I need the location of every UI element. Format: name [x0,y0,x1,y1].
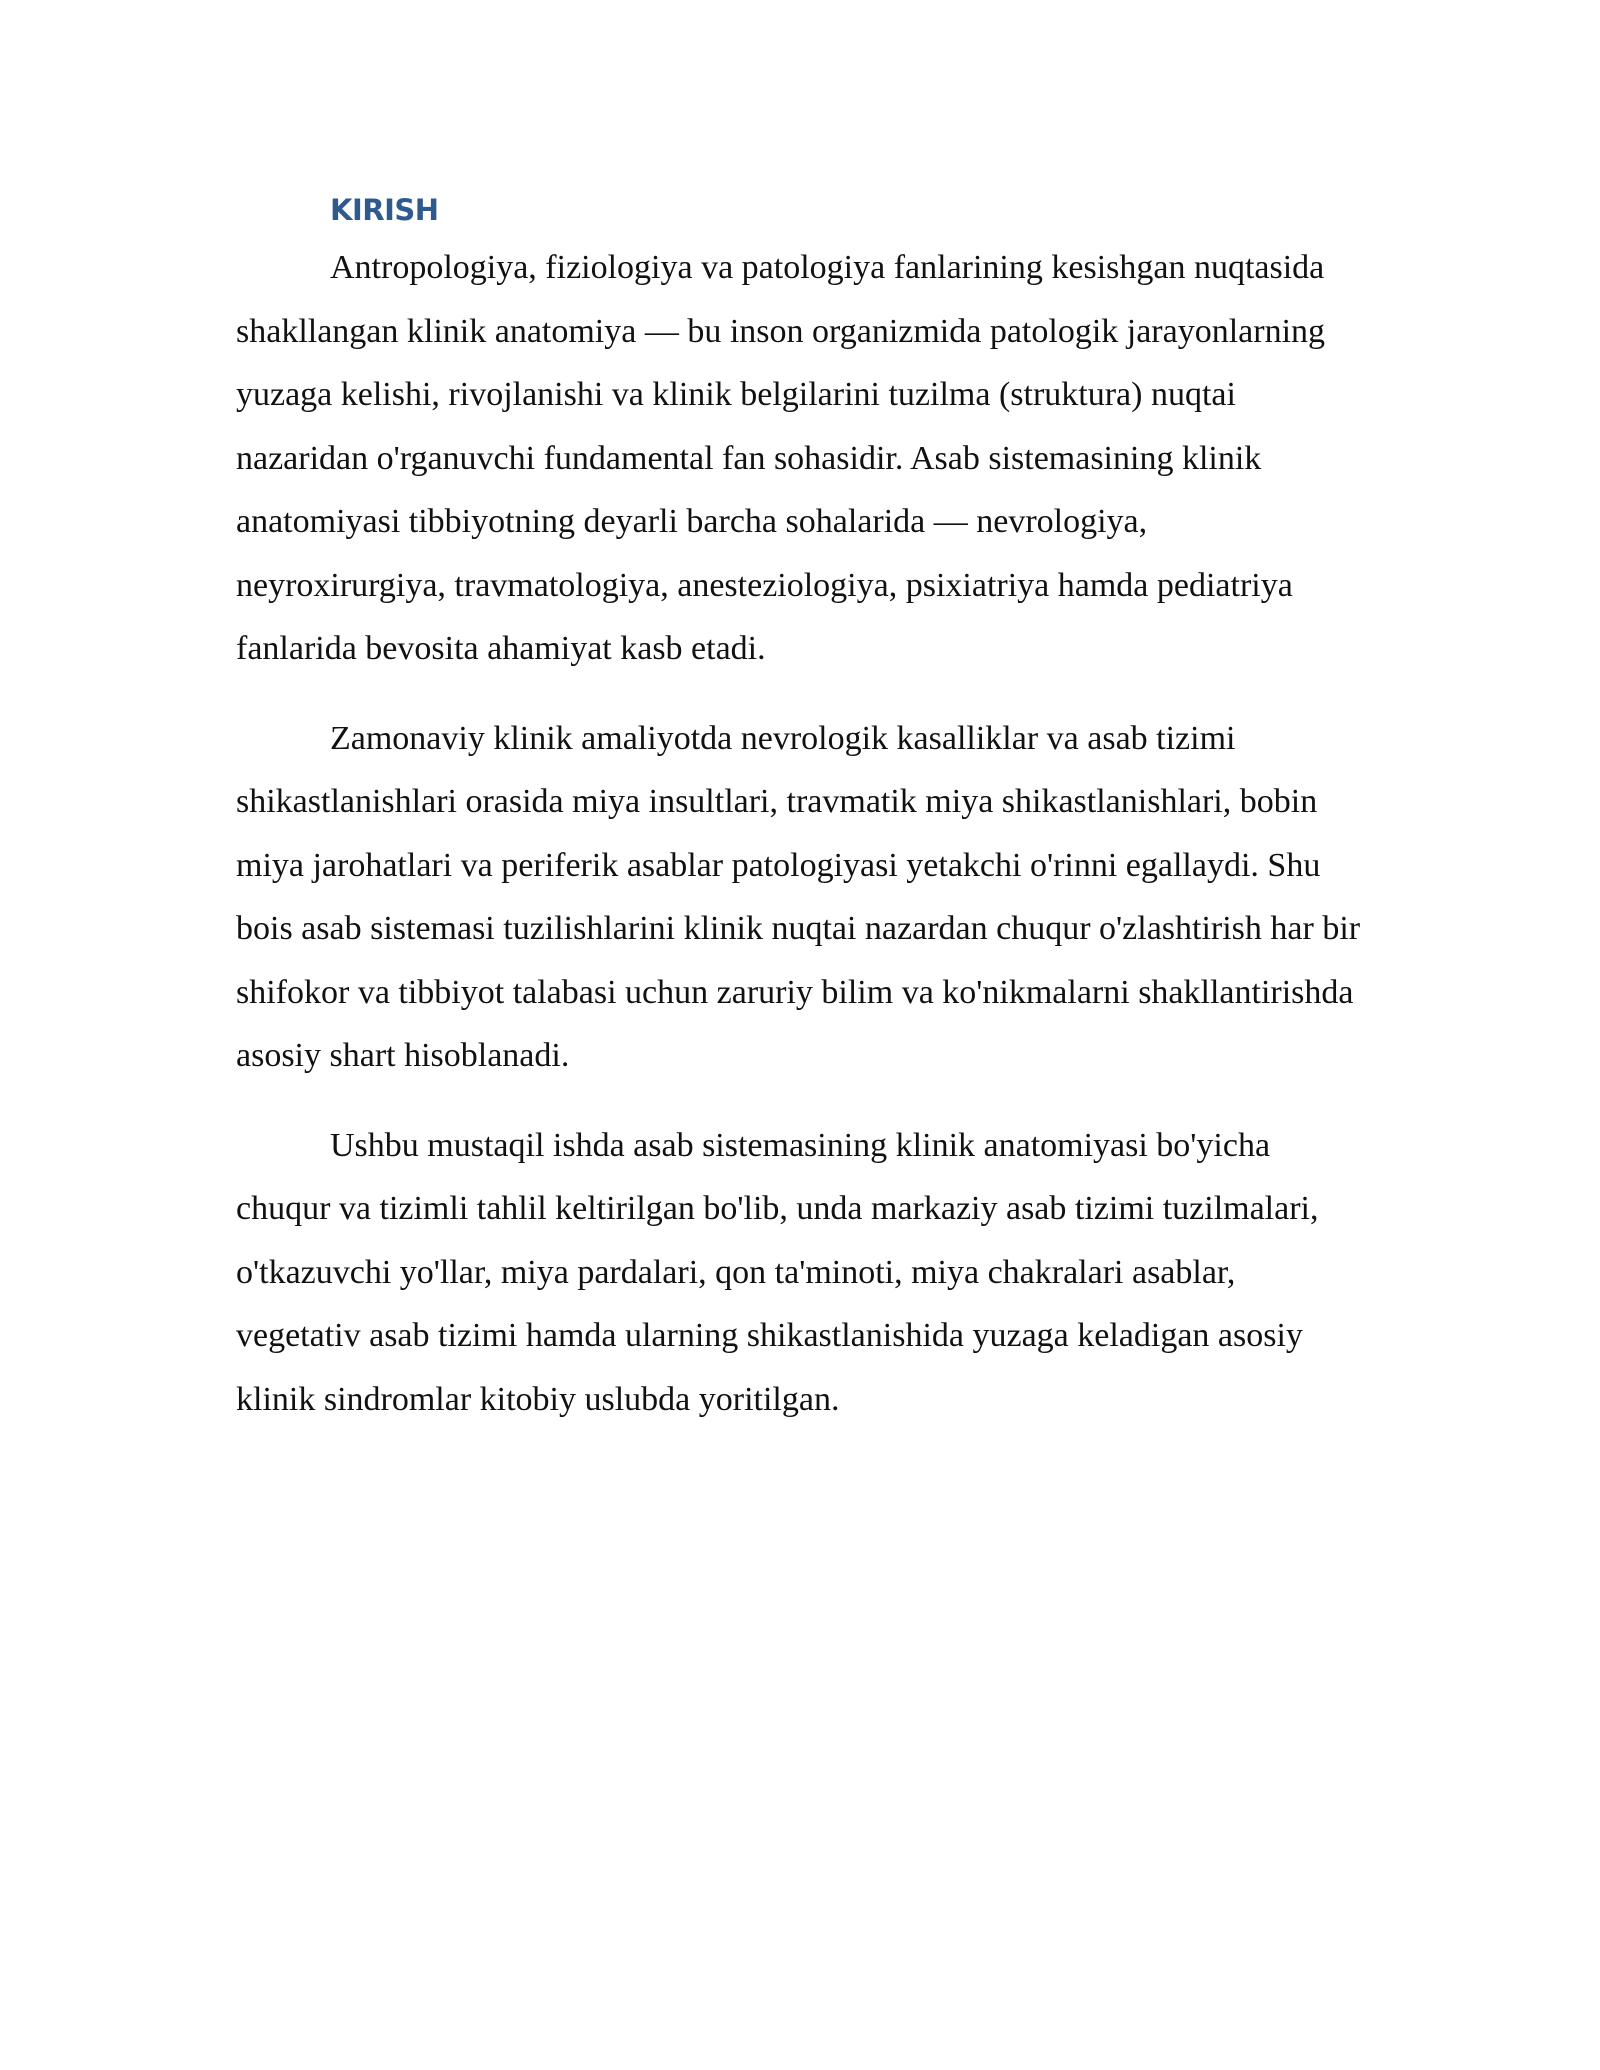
paragraph-2: Zamonaviy klinik amaliyotda nevrologik kasalliklar va asab tizimi shikastlanishlari orasida miya insultlari, travmatik miya shikastlanishlari, bobin miya jarohatlari va periferik asablar patologiyasi yetakchi o'rinni egallaydi. Shu bois asab sistemasi tuzilishlarini klinik nuqtai nazardan chuqur o'zlashtirish har bir shifokor va tibbiyot talabasi uchun zaruriy bilim va ko'nikmalarni shakllantirishda asosiy shart hisoblanadi. [236,719,1361,1074]
paragraph-1: Antropologiya, fiziologiya va patologiya fanlarining kesishgan nuqtasida shakllangan klinik anatomiya — bu inson organizmida patologik jarayonlarning yuzaga kelishi, rivojlanishi va klinik belgilarini tuzilma (struktura) nuqtai nazaridan o'rganuvchi fundamental fan sohasidir. Asab sistemasining klinik anatomiyasi tibbiyotning deyarli barcha sohalarida — nevrologiya, neyroxirurgiya, travmatologiya, anesteziologiya, psixiatriya hamda pediatriya fanlarida bevosita ahamiyat kasb etadi. [236,249,1326,667]
section-heading: KIRISH [330,193,439,227]
document-body [236,190,1364,1431]
paragraph-3: Ushbu mustaqil ishda asab sistemasining klinik anatomiyasi bo'yicha chuqur va tizimli tahlil keltirilgan bo'lib, unda markaziy asab tizimi tuzilmalari, o'tkazuvchi yo'llar, miya pardalari, qon ta'minoti, miya chakralari asablar, vegetativ asab tizimi hamda ularning shikastlanishida yuzaga keladigan asosiy klinik sindromlar kitobiy uslubda yoritilgan. [236,1126,1319,1418]
